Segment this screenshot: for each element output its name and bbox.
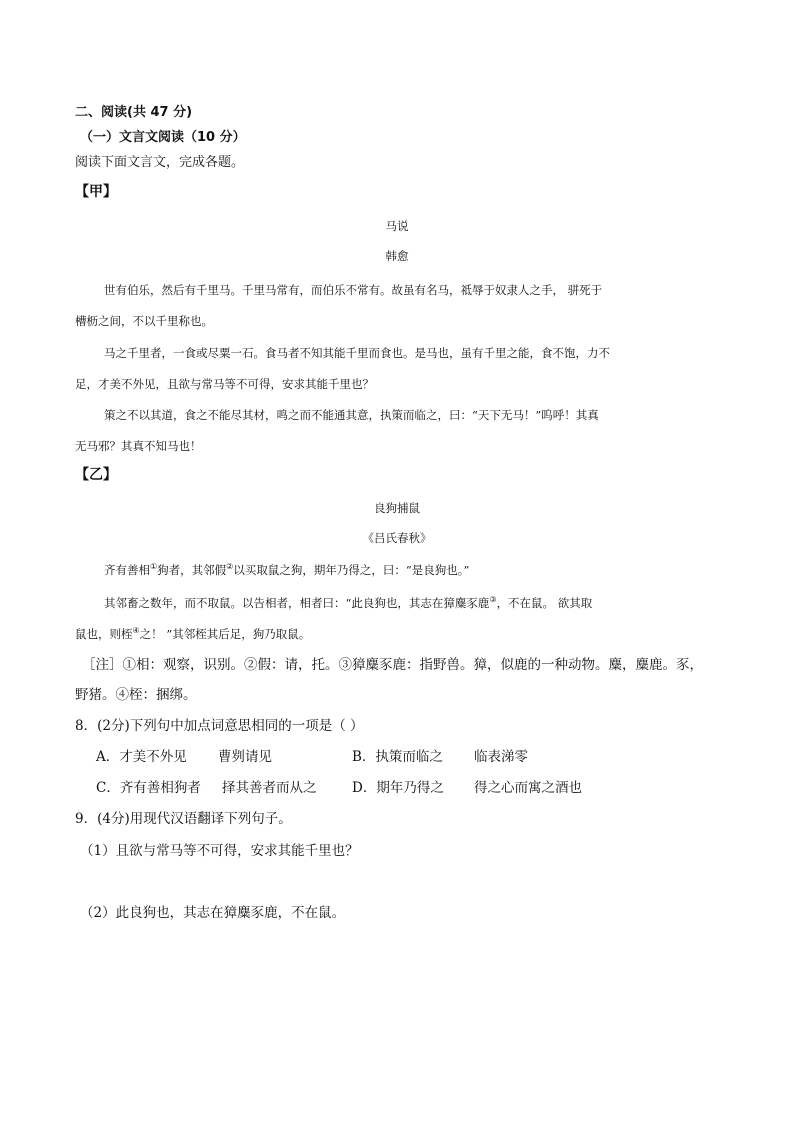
passage-a-line: 足，才美不外见，且欲与常马等不可得，安求其能千里也？ (75, 377, 374, 391)
footnote-mark: ② (226, 562, 234, 572)
text-segment: 其邻畜之数年，而不取鼠。以告相者，相者曰：“此良狗也，其志在獐麋豕鹿 (104, 596, 490, 610)
question-9-item-1: （1）且欲与常马等不可得，安求其能千里也？ (80, 843, 359, 859)
option-b-pair: 临表涕零 (474, 749, 528, 765)
passage-a-author: 韩愈 (385, 249, 409, 263)
notes-line-1: ［注］①相：观察，识别。②假：请，托。③獐麋豕鹿：指野兽。獐，似鹿的一种动物。麋，麋鹿。豕， (82, 657, 703, 673)
section-heading: 二、阅读(共 47 分) (75, 105, 193, 120)
option-a[interactable]: A．才美不外见 (96, 749, 187, 765)
text-segment: 以买取鼠之狗，期年乃得之，曰：“是良狗也。” (233, 563, 470, 577)
question-9-item-2: （2）此良狗也，其志在獐麋豕鹿，不在鼠。 (80, 905, 346, 921)
notes-line-2: 野猪。④桎：捆绑。 (75, 687, 197, 703)
passage-a-line: 世有伯乐，然后有千里马。千里马常有，而伯乐不常有。故虽有名马，祗辱于奴隶人之手， 骈死于 (104, 283, 603, 297)
question-8-stem: 8．(2分)下列句中加点词意思相同的一项是（ ） (75, 718, 364, 734)
passage-b-line-1 (104, 561, 469, 579)
passage-a-title: 马说 (385, 219, 409, 233)
passage-b-line-2 (104, 594, 592, 612)
question-9-stem: 9．(4分)用现代汉语翻译下列句子。 (75, 811, 292, 827)
passage-b-title: 良狗捕鼠 (374, 501, 420, 515)
passage-a-label: 【甲】 (75, 184, 117, 200)
text-segment: 之！ ”其邻桎其后足，狗乃取鼠。 (139, 627, 311, 641)
text-segment: 狗者，其邻假 (157, 563, 227, 577)
text-segment: 鼠也，则桎 (75, 627, 133, 641)
passage-b-line-3 (75, 625, 310, 643)
passage-a-line: 马之千里者，一食或尽粟一石。食马者不知其能千里而食也。是马也，虽有千里之能，食不饱，力不 (104, 346, 610, 360)
passage-b-source: 《吕氏春秋》 (362, 531, 432, 545)
footnote-mark: ① (150, 562, 158, 572)
option-d-pair: 得之心而寓之酒也 (474, 780, 582, 796)
sub-heading: （一）文言文阅读（10 分） (80, 130, 246, 145)
option-c-pair: 择其善者而从之 (222, 780, 317, 796)
passage-a-line: 槽枥之间，不以千里称也。 (75, 314, 213, 328)
passage-a-line: 无马邪？其真不知马也！ (75, 439, 202, 453)
option-d[interactable]: D．期年乃得之 (352, 780, 444, 796)
option-b[interactable]: B．执策而临之 (352, 749, 443, 765)
text-segment: ，不在鼠。 欲其取 (496, 596, 593, 610)
passage-a-line: 策之不以其道，食之不能尽其材，鸣之而不能通其意，执策而临之，曰：“天下无马！”呜呼！其真 (104, 408, 599, 422)
footnote-mark: ④ (132, 626, 140, 636)
option-a-pair: 曹刿请见 (218, 749, 272, 765)
option-c[interactable]: C．齐有善相狗者 (96, 780, 201, 796)
passage-b-label: 【乙】 (75, 467, 117, 483)
footnote-mark: ③ (489, 595, 497, 605)
instruction: 阅读下面文言文，完成各题。 (75, 155, 245, 170)
text-segment: 齐有善相 (104, 563, 150, 577)
